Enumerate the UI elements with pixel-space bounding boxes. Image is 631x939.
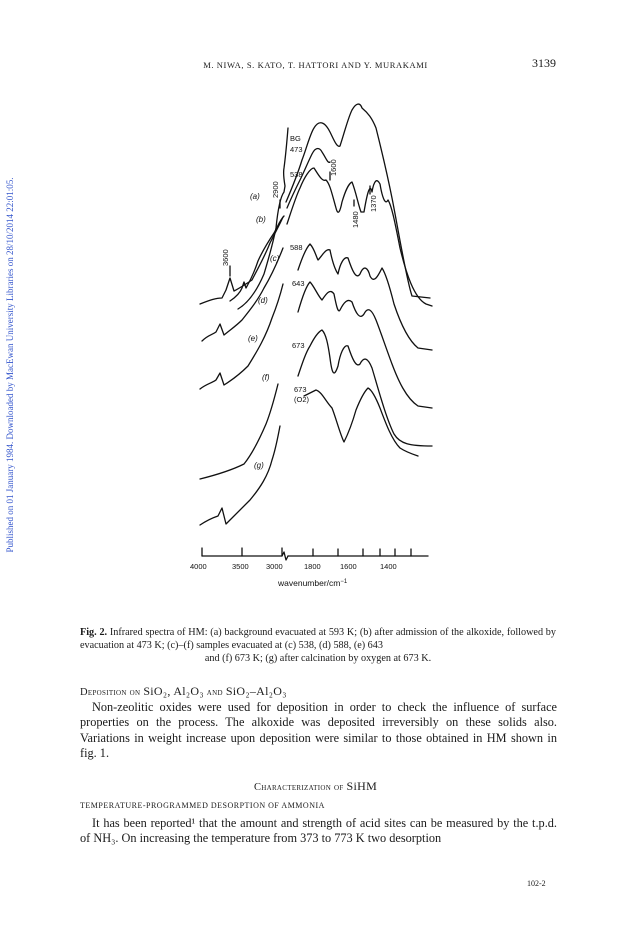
band-label-3600: 3600 bbox=[221, 249, 230, 266]
caption-text: Infrared spectra of HM: (a) background evacuated at 593 K; (b) after admission of the alkoxide, followed by evacuation at 473 K; (c)–(f) samples evacuated at (c) 538, (d) 588, (e) 643 bbox=[80, 627, 556, 651]
spectrum-538-right bbox=[287, 168, 432, 306]
x-tick-label-1600: 1600 bbox=[340, 562, 357, 571]
page-number: 3139 bbox=[532, 56, 556, 70]
running-header-authors: M. NIWA, S. KATO, T. HATTORI AND Y. MURAKAMI bbox=[203, 60, 428, 70]
spectrum-f-left bbox=[200, 384, 278, 479]
band-label-1370: 1370 bbox=[369, 195, 378, 212]
x-tick-label-3500: 3500 bbox=[232, 562, 249, 571]
section-heading-deposition-oxides: SiO₂, Al₂O₃ bbox=[143, 684, 204, 698]
spectrum-643-right bbox=[298, 282, 432, 408]
curve-label-c: (c) bbox=[270, 254, 280, 263]
section-heading-deposition-silica-alumina: SiO₂–Al₂O₃ bbox=[225, 684, 287, 698]
section-heading-characterization bbox=[0, 779, 631, 794]
section-heading-deposition-prefix: Deposition on bbox=[80, 687, 141, 698]
spectrum-673-o2-right bbox=[304, 388, 418, 456]
x-axis-label: wavenumber/$cm^{-1}$ bbox=[278, 578, 348, 588]
figure-caption bbox=[80, 626, 556, 665]
curve-label-e: (e) bbox=[248, 334, 258, 343]
section-heading-characterization-prefix: Characterization of bbox=[253, 782, 344, 793]
curve-label-a: (a) bbox=[250, 192, 260, 201]
spectrum-673-right bbox=[298, 330, 432, 446]
curve-label-g: (g) bbox=[254, 461, 264, 470]
curve-label-b: (b) bbox=[256, 215, 266, 224]
temp-label-643: 643 bbox=[292, 279, 305, 288]
download-watermark bbox=[3, 130, 17, 600]
x-tick-label-1800: 1800 bbox=[304, 562, 321, 571]
temp-label-538: 538 bbox=[290, 170, 303, 179]
x-tick-label-1400: 1400 bbox=[380, 562, 397, 571]
download-watermark-text: Published on 01 January 1984. Downloaded by MacEwan University Libraries on 28/10/2014 22:01:05. bbox=[5, 177, 15, 553]
x-axis-ticks bbox=[202, 548, 411, 556]
temp-label-673-o2: 673 bbox=[294, 385, 307, 394]
section-heading-deposition-and: and bbox=[206, 687, 223, 698]
curve-label-d: (d) bbox=[258, 296, 268, 305]
band-label-2900: 2900 bbox=[271, 181, 280, 198]
temp-label-473: 473 bbox=[290, 145, 303, 154]
section-heading-deposition bbox=[80, 684, 287, 699]
caption-label: Fig. 2. bbox=[80, 627, 108, 638]
band-label-1480: 1480 bbox=[351, 211, 360, 228]
caption-text-last: and (f) 673 K; (g) after calcination by oxygen at 673 K. bbox=[204, 653, 432, 664]
x-tick-label-4000: 4000 bbox=[190, 562, 207, 571]
temp-label-o2: (O2) bbox=[294, 395, 309, 404]
x-tick-label-3000: 3000 bbox=[266, 562, 283, 571]
paragraph-deposition: Non-zeolitic oxides were used for deposition in order to check the influence of surface properties on the process. The alkoxide was deposited irreversibly on these solids also. Variations in weight increase upon deposition were similar to those obtained in HM shown in fig. 1. bbox=[80, 700, 557, 760]
section-heading-characterization-sihm: SiHM bbox=[346, 779, 378, 793]
temp-label-588: 588 bbox=[290, 243, 303, 252]
paragraph-tpd: It has been reported¹ that the amount and strength of acid sites can be measured by the t.p.d. of NH₃. On increasing the temperature from 373 to 773 K two desorption bbox=[80, 816, 557, 846]
temp-label-bg: BG bbox=[290, 134, 301, 143]
x-axis-line-left bbox=[202, 552, 288, 560]
curve-label-f: (f) bbox=[262, 373, 270, 382]
band-label-1600: 1600 bbox=[329, 159, 338, 176]
temp-label-673: 673 bbox=[292, 341, 305, 350]
subheading-tpd: TEMPERATURE-PROGRAMMED DESORPTION OF AMMONIA bbox=[80, 801, 325, 810]
footer-code: 102-2 bbox=[527, 879, 546, 888]
infrared-spectra-figure bbox=[180, 88, 440, 608]
